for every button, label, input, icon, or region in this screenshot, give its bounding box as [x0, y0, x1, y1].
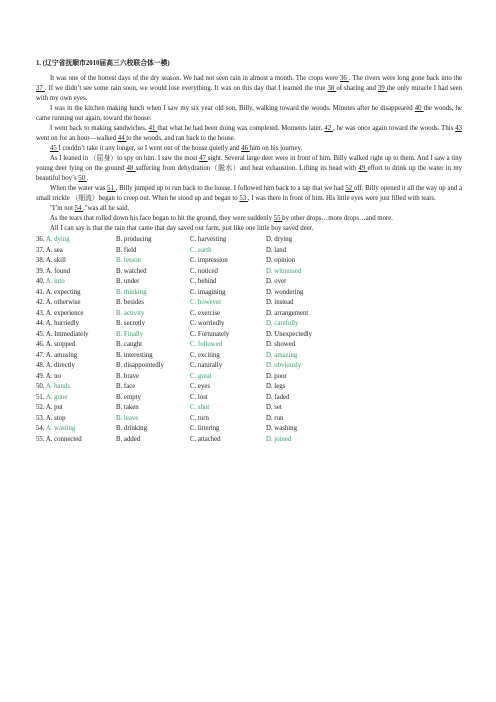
option-row [36, 351, 462, 362]
option-cell [266, 277, 356, 288]
option-text: C. eyes [190, 383, 211, 390]
option-cell [116, 298, 190, 309]
option-cell [116, 424, 190, 435]
option-text: A. otherwise [45, 299, 81, 306]
option-text: C. Fortunately [190, 330, 230, 338]
question-number: 46. [36, 341, 45, 348]
option-text: C. impression [190, 257, 228, 264]
option-text: D. Unexpectedly [266, 330, 313, 338]
option-cell [190, 298, 266, 309]
paragraph-text: "I’m not [50, 205, 75, 212]
option-cell [190, 414, 266, 425]
option-text: D. drying [266, 236, 293, 243]
correct-option: C. shut [190, 404, 210, 411]
option-cell [266, 298, 356, 309]
correct-option: D. witnessed [266, 267, 302, 275]
option-cell [116, 330, 190, 341]
paragraph-text: It was one of the hottest days of the dry season. We had not seen rain in almost a month. The crops were [50, 75, 341, 82]
paragraph-text: All I can say is that the rain that came that day saved our farm, just like one little boy saved deer. [50, 225, 314, 232]
option-cell [190, 361, 266, 372]
answer-blank: 41 [148, 125, 158, 132]
paragraph-text: to the woods, and ran back to the house. [126, 135, 236, 142]
option-text: B. disappointedly [116, 362, 164, 369]
passage-paragraph [36, 74, 462, 104]
option-cell [36, 372, 116, 383]
option-row [36, 319, 462, 330]
option-text: D. showed [266, 341, 296, 348]
paragraph-text: the woods, he came running out again, toward the house. [36, 105, 462, 122]
option-text: A. skill [45, 257, 66, 264]
option-row [36, 340, 462, 351]
option-cell [266, 372, 356, 383]
option-cell [190, 309, 266, 320]
passage-paragraph [36, 124, 462, 144]
option-text: C. exciting [190, 351, 220, 359]
correct-option: C. however [190, 299, 222, 306]
option-cell [266, 414, 356, 425]
option-cell [190, 330, 266, 341]
option-text: B. taken [116, 404, 139, 411]
option-cell [36, 288, 116, 299]
option-cell [116, 309, 190, 320]
paragraph-text: I went back to making sandwiches, [50, 125, 149, 132]
question-number: 52. [36, 404, 45, 411]
option-cell [116, 435, 190, 446]
correct-option: C. great [190, 372, 212, 380]
question-number: 47. [36, 351, 45, 359]
correct-option: A. dying [45, 236, 70, 243]
answer-blank: 53 [239, 195, 248, 202]
option-text: B. field [116, 246, 137, 254]
option-text: B. producing [116, 236, 152, 243]
option-cell [190, 351, 266, 362]
option-cell [116, 319, 190, 330]
correct-option: D. joined [266, 435, 292, 443]
question-number: 38. [36, 257, 45, 264]
option-row [36, 393, 462, 404]
option-text: C. naturally [190, 362, 223, 369]
option-text: A. found [45, 267, 70, 275]
question-number: 36. [36, 236, 45, 243]
option-cell [36, 340, 116, 351]
option-text: C. attached [190, 435, 221, 443]
answer-blank: 55 [273, 215, 283, 222]
question-content [36, 59, 462, 445]
paragraph-text: , I was there in front of him. His little eyes were just filled with tears. [247, 195, 436, 202]
question-number: 54. [36, 425, 45, 432]
correct-option: D. carefully [266, 320, 299, 327]
option-cell [266, 256, 356, 267]
correct-option: C. earth [190, 246, 212, 254]
option-text: B. besides [116, 299, 144, 306]
option-text: C. turn [190, 414, 209, 422]
question-number: 39. [36, 267, 45, 275]
option-cell [190, 435, 266, 446]
option-text: D. poor [266, 372, 287, 380]
question-number: 44. [36, 320, 45, 327]
option-row [36, 246, 462, 257]
question-number: 45. [36, 330, 45, 338]
option-cell [36, 351, 116, 362]
option-cell [266, 382, 356, 393]
option-text: A. put [45, 404, 63, 411]
option-cell [36, 309, 116, 320]
paragraph-text: suffering from dehydration（脱水）and heat exhaustion. Lifting its head with [135, 165, 359, 172]
passage-paragraph [36, 144, 462, 154]
option-text: C. lost [190, 393, 208, 401]
correct-option: B. thinking [116, 288, 147, 296]
option-cell [36, 403, 116, 414]
options-table [36, 235, 462, 445]
option-cell [190, 267, 266, 278]
answer-blank: 50 [78, 175, 87, 182]
option-cell [190, 393, 266, 404]
option-text: B. interesting [116, 351, 153, 359]
correct-option: C. followed [190, 341, 223, 348]
option-cell [116, 267, 190, 278]
option-text: D. run [266, 414, 284, 422]
paragraph-text: that what he had been doing was completed. Moments later, [157, 125, 325, 132]
option-row [36, 361, 462, 372]
option-row [36, 414, 462, 425]
option-row [36, 330, 462, 341]
option-row [36, 372, 462, 383]
option-text: A. no [45, 372, 61, 380]
option-text: C. noticed [190, 267, 218, 275]
option-text: A. amusing [45, 351, 78, 359]
correct-option: A. hands [45, 383, 70, 390]
paragraph-text: sight. Several large deer were in front of him. Billy walked right up to them. And I saw a tiny young deer lying on the ground [36, 155, 462, 172]
option-cell [116, 382, 190, 393]
option-cell [190, 288, 266, 299]
option-text: B. under [116, 278, 140, 285]
passage [36, 74, 462, 234]
option-cell [266, 319, 356, 330]
passage-paragraph [36, 224, 462, 234]
answer-blank: 51 [107, 185, 116, 192]
option-text: C. exercise [190, 309, 221, 317]
correct-option: A. into [45, 278, 65, 285]
option-cell [36, 435, 116, 446]
option-cell [116, 351, 190, 362]
option-cell [190, 246, 266, 257]
question-number: 42. [36, 299, 45, 306]
option-cell [36, 393, 116, 404]
paragraph-text: I couldn’t take it any longer, so I went out of the house quietly and [58, 145, 242, 152]
correct-option: B. Finally [116, 330, 144, 338]
answer-blank: 54 [74, 205, 84, 212]
option-text: A. connected [45, 435, 82, 443]
passage-paragraph [36, 184, 462, 204]
answer-blank: 39 [377, 85, 387, 92]
option-text: C. harvesting [190, 236, 227, 243]
option-cell [266, 361, 356, 372]
option-cell [190, 372, 266, 383]
option-text: C. littering [190, 425, 220, 432]
option-text: A. stop [45, 414, 66, 422]
question-title: 1. (辽宁省抚顺市2010届高三六校联合体一模) [36, 60, 170, 67]
option-cell [116, 256, 190, 267]
option-row [36, 288, 462, 299]
answer-blank: 48 [126, 165, 136, 172]
option-cell [36, 414, 116, 425]
correct-option: A. wasting [45, 425, 76, 432]
correct-option: D. amazing [266, 351, 298, 359]
paragraph-text: . The rivers were long gone back into the [348, 75, 463, 82]
option-row [36, 435, 462, 446]
option-row [36, 298, 462, 309]
question-number: 40. [36, 278, 45, 285]
option-text: D. arrangement [266, 309, 309, 317]
option-cell [190, 340, 266, 351]
option-cell [266, 351, 356, 362]
option-text: D. washing [266, 425, 297, 432]
question-number: 48. [36, 362, 45, 369]
question-number: 51. [36, 393, 45, 401]
option-cell [116, 340, 190, 351]
option-text: D. instead [266, 299, 294, 306]
option-cell [36, 235, 116, 246]
option-cell [190, 403, 266, 414]
option-text: D. set [266, 404, 282, 411]
answer-blank: 36 [340, 75, 349, 82]
option-row [36, 382, 462, 393]
option-cell [36, 382, 116, 393]
paragraph-text: him on his journey. [249, 145, 303, 152]
paragraph-text: off. Billy opened it all the way up and a small trickle （细流）began to creep out. When he stood up and began to [36, 185, 462, 202]
answer-blank: 46 [241, 145, 250, 152]
option-cell [266, 424, 356, 435]
correct-option: B. activity [116, 309, 145, 317]
option-cell [190, 277, 266, 288]
correct-option: A. gone [45, 393, 68, 401]
option-text: B. added [116, 435, 141, 443]
paragraph-text: went on for an hour—walked [36, 135, 118, 142]
option-cell [116, 288, 190, 299]
question-number: 55. [36, 435, 45, 443]
option-cell [36, 298, 116, 309]
option-cell [266, 288, 356, 299]
answer-blank: 37 [36, 85, 45, 92]
passage-paragraph [36, 104, 462, 124]
passage-paragraph [36, 214, 462, 224]
option-cell [36, 246, 116, 257]
answer-blank: 49 [358, 165, 368, 172]
option-cell [36, 267, 116, 278]
paragraph-text: the only miracle I had seen with my own eyes. [36, 85, 463, 102]
option-row [36, 235, 462, 246]
option-cell [266, 435, 356, 446]
option-cell [266, 330, 356, 341]
answer-blank: 47 [199, 155, 208, 162]
paragraph-text: ,"was all he said. [83, 205, 130, 212]
paragraph-text: As the tears that rolled down his face began to hit the ground, they were suddenly [50, 215, 274, 222]
option-cell [266, 246, 356, 257]
correct-option: B. lesson [116, 257, 141, 264]
answer-blank: 40 [414, 105, 424, 112]
option-text: A. directly [45, 362, 75, 369]
paragraph-text: effort to drink up the water in my beautiful boy’s [36, 165, 463, 182]
option-cell [266, 309, 356, 320]
answer-blank: 42 [324, 125, 334, 132]
option-cell [190, 256, 266, 267]
option-text: C. imagining [190, 288, 226, 296]
paragraph-text: . [86, 175, 89, 182]
answer-blank: 43 [455, 125, 462, 132]
option-text: A. Immediately [45, 330, 89, 338]
option-row [36, 403, 462, 414]
option-text: C. worriedly [190, 320, 225, 327]
option-cell [116, 403, 190, 414]
question-number: 37. [36, 246, 45, 254]
answer-blank: 44 [117, 135, 127, 142]
option-cell [266, 340, 356, 351]
option-cell [190, 382, 266, 393]
question-number: 43. [36, 309, 45, 317]
option-row [36, 424, 462, 435]
option-cell [116, 414, 190, 425]
option-row [36, 256, 462, 267]
option-text: D. opinion [266, 257, 296, 264]
option-text: A. expecting [45, 288, 81, 296]
option-cell [190, 424, 266, 435]
option-text: B. empty [116, 393, 141, 401]
option-cell [116, 372, 190, 383]
option-text: A. stopped [45, 341, 76, 348]
option-cell [116, 393, 190, 404]
option-cell [36, 277, 116, 288]
answer-blank: 38 [327, 85, 337, 92]
correct-option: D. obviously [266, 362, 302, 369]
correct-option: B. leave [116, 414, 139, 422]
paragraph-text: When the water was [50, 185, 108, 192]
option-cell [36, 256, 116, 267]
option-text: B. face [116, 383, 136, 390]
question-number: 50. [36, 383, 45, 390]
option-row [36, 277, 462, 288]
option-text: A. sea [45, 246, 63, 254]
option-cell [116, 246, 190, 257]
option-cell [36, 330, 116, 341]
option-cell [116, 277, 190, 288]
option-text: A. experience [45, 309, 84, 317]
option-text: C. behind [190, 278, 217, 285]
option-text: D. wondering [266, 288, 304, 296]
option-cell [190, 235, 266, 246]
option-text: D. over [266, 278, 287, 285]
answer-blank: 52 [345, 185, 354, 192]
option-cell [116, 235, 190, 246]
option-cell [266, 267, 356, 278]
option-text: A. hurriedly [45, 320, 80, 327]
paragraph-text: by other drops…more drops…and more. [282, 215, 393, 222]
paragraph-text: I was in the kitchen making lunch when I saw my six year old son, Billy, walking toward the woods. Minutes after he disappeared [50, 105, 415, 112]
option-cell [266, 403, 356, 414]
question-number: 53. [36, 414, 45, 422]
option-text: B. drinking [116, 425, 147, 432]
paragraph-text: of sharing and [336, 85, 378, 92]
passage-paragraph [36, 154, 462, 184]
option-cell [190, 319, 266, 330]
answer-blank: 45 [50, 145, 59, 152]
option-cell [36, 319, 116, 330]
paragraph-text: . If we didn’t see some rain soon, we would lose everything. It was on this day that I learned the true [44, 85, 328, 92]
paragraph-text: As I leaned in （屈身）to spy on him. I saw the most [50, 155, 200, 162]
paragraph-text: , Billy jumped up to run back to the house. I followed him back to a tap that we had [115, 185, 346, 192]
option-row [36, 267, 462, 278]
option-text: B. watched [116, 267, 147, 275]
option-cell [116, 361, 190, 372]
option-text: B. secretly [116, 320, 146, 327]
option-text: D. faded [266, 393, 290, 401]
option-cell [266, 393, 356, 404]
option-cell [36, 424, 116, 435]
option-text: D. land [266, 246, 287, 254]
paragraph-text: , he was once again toward the woods. This [333, 125, 456, 132]
option-row [36, 309, 462, 320]
option-cell [266, 235, 356, 246]
passage-paragraph [36, 204, 462, 214]
question-number: 49. [36, 372, 45, 380]
option-text: D. legs [266, 383, 286, 390]
option-text: B. caught [116, 341, 143, 348]
option-text: B. brave [116, 372, 140, 380]
option-cell [36, 361, 116, 372]
question-number: 41. [36, 288, 45, 296]
